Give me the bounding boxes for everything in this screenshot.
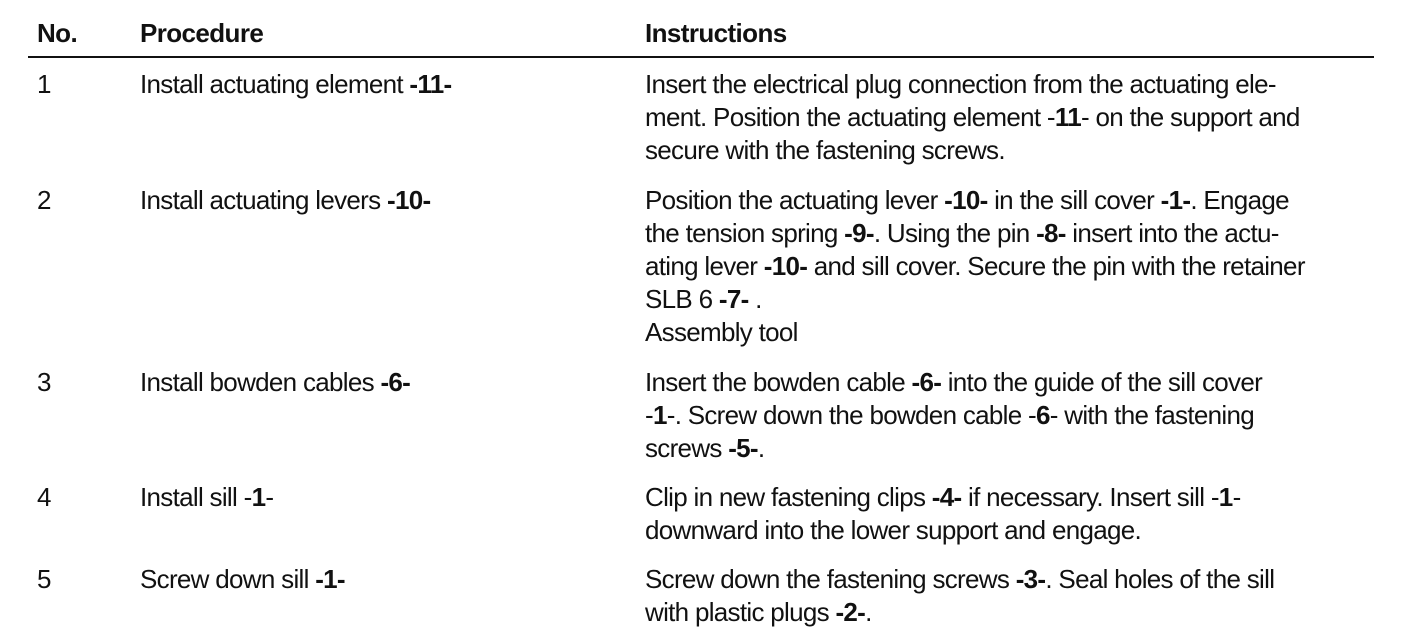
header-divider bbox=[28, 56, 1374, 58]
instruction-text: into the guide of the sill cover bbox=[941, 367, 1263, 397]
procedure-cell bbox=[140, 481, 273, 514]
part-ref: -1- bbox=[1160, 185, 1191, 215]
instruction-line bbox=[645, 101, 1385, 134]
part-ref: -10- bbox=[763, 251, 808, 281]
procedure-cell bbox=[140, 563, 345, 596]
table-header bbox=[0, 18, 1408, 52]
instruction-text: insert into the actu- bbox=[1065, 218, 1279, 248]
procedure-cell bbox=[140, 366, 410, 399]
part-ref: -6- bbox=[911, 367, 942, 397]
instructions-cell bbox=[645, 563, 1385, 629]
instruction-text: - with the fastening bbox=[1049, 400, 1254, 430]
instruction-text: -. Screw down the bowden cable - bbox=[666, 400, 1036, 430]
instruction-line bbox=[645, 184, 1385, 217]
procedure-ref: -1- bbox=[315, 564, 345, 594]
header-procedure: Procedure bbox=[140, 18, 264, 48]
instruction-text: with plastic plugs bbox=[645, 597, 836, 627]
header-instructions: Instructions bbox=[645, 18, 787, 48]
procedure-text: Install sill - bbox=[140, 482, 252, 512]
part-ref: 1 bbox=[1218, 482, 1233, 512]
procedure-suffix: - bbox=[265, 482, 274, 512]
part-ref: -10- bbox=[944, 185, 988, 215]
instruction-line bbox=[645, 596, 1385, 629]
procedure-text: Install actuating levers bbox=[140, 185, 387, 215]
instruction-line bbox=[645, 432, 1385, 465]
part-ref: -7- bbox=[718, 284, 749, 314]
instruction-text: ating lever bbox=[645, 251, 764, 281]
part-ref: -5- bbox=[728, 433, 758, 463]
instruction-text: . bbox=[748, 284, 762, 314]
header-no: No. bbox=[37, 18, 78, 48]
instructions-cell bbox=[645, 184, 1385, 349]
instruction-text: . bbox=[865, 597, 872, 627]
instruction-line bbox=[645, 283, 1385, 316]
instructions-cell bbox=[645, 481, 1385, 547]
procedure-text: Install actuating element bbox=[140, 69, 410, 99]
step-number: 3 bbox=[37, 367, 51, 397]
part-ref: -4- bbox=[931, 482, 962, 512]
instruction-text: Position the actuating lever bbox=[645, 185, 945, 215]
instruction-text: Insert the bowden cable bbox=[645, 367, 912, 397]
instruction-text: Assembly tool bbox=[645, 317, 798, 347]
instruction-text: - on the support and bbox=[1080, 102, 1300, 132]
procedure-ref: -10- bbox=[386, 185, 431, 215]
procedure-ref: -6- bbox=[380, 367, 411, 397]
procedure-cell bbox=[140, 184, 430, 217]
part-ref: 6 bbox=[1036, 400, 1050, 430]
part-ref: -9- bbox=[844, 218, 874, 248]
instruction-text: secure with the fastening screws. bbox=[645, 135, 1005, 165]
instruction-line bbox=[645, 563, 1385, 596]
step-number: 4 bbox=[37, 482, 51, 512]
instruction-text: - bbox=[645, 400, 653, 430]
instruction-text: . Engage bbox=[1190, 185, 1289, 215]
instruction-text: Clip in new fastening clips bbox=[645, 482, 932, 512]
instruction-line bbox=[645, 514, 1385, 547]
part-ref: -8- bbox=[1036, 218, 1066, 248]
step-number: 5 bbox=[37, 564, 51, 594]
instruction-line bbox=[645, 481, 1385, 514]
instruction-text: if necessary. Insert sill - bbox=[961, 482, 1219, 512]
instruction-text: Insert the electrical plug connection from the actuating ele- bbox=[645, 69, 1276, 99]
instruction-text: . Using the pin bbox=[873, 218, 1037, 248]
instruction-text: screws bbox=[645, 433, 729, 463]
step-number: 2 bbox=[37, 185, 51, 215]
instruction-text: in the sill cover bbox=[987, 185, 1161, 215]
instruction-text: Screw down the fastening screws bbox=[645, 564, 1016, 594]
step-number: 1 bbox=[37, 69, 51, 99]
instruction-line bbox=[645, 366, 1385, 399]
procedure-ref: -11- bbox=[409, 69, 452, 99]
instructions-cell bbox=[645, 68, 1385, 167]
instruction-text: downward into the lower support and engage. bbox=[645, 515, 1142, 545]
instruction-text: the tension spring bbox=[645, 218, 845, 248]
instruction-text: SLB 6 bbox=[645, 284, 719, 314]
procedure-cell bbox=[140, 68, 451, 101]
instruction-text: ment. Position the actuating element - bbox=[645, 102, 1055, 132]
part-ref: -2- bbox=[835, 597, 866, 627]
instructions-cell bbox=[645, 366, 1385, 465]
instruction-line bbox=[645, 316, 1385, 349]
instruction-text: . bbox=[757, 433, 765, 463]
procedure-text: Screw down sill bbox=[140, 564, 316, 594]
part-ref: -3- bbox=[1015, 564, 1046, 594]
instruction-text: . Seal holes of the sill bbox=[1045, 564, 1275, 594]
part-ref: 1 bbox=[652, 400, 667, 430]
instruction-line bbox=[645, 217, 1385, 250]
instruction-text: and sill cover. Secure the pin with the retainer bbox=[807, 251, 1305, 281]
part-ref: 11 bbox=[1054, 102, 1081, 132]
procedure-text: Install bowden cables bbox=[140, 367, 381, 397]
instruction-text: - bbox=[1232, 482, 1241, 512]
procedure-ref: 1 bbox=[251, 482, 266, 512]
instruction-line bbox=[645, 399, 1385, 432]
instruction-line bbox=[645, 68, 1385, 101]
instruction-line bbox=[645, 134, 1385, 167]
instruction-line bbox=[645, 250, 1385, 283]
